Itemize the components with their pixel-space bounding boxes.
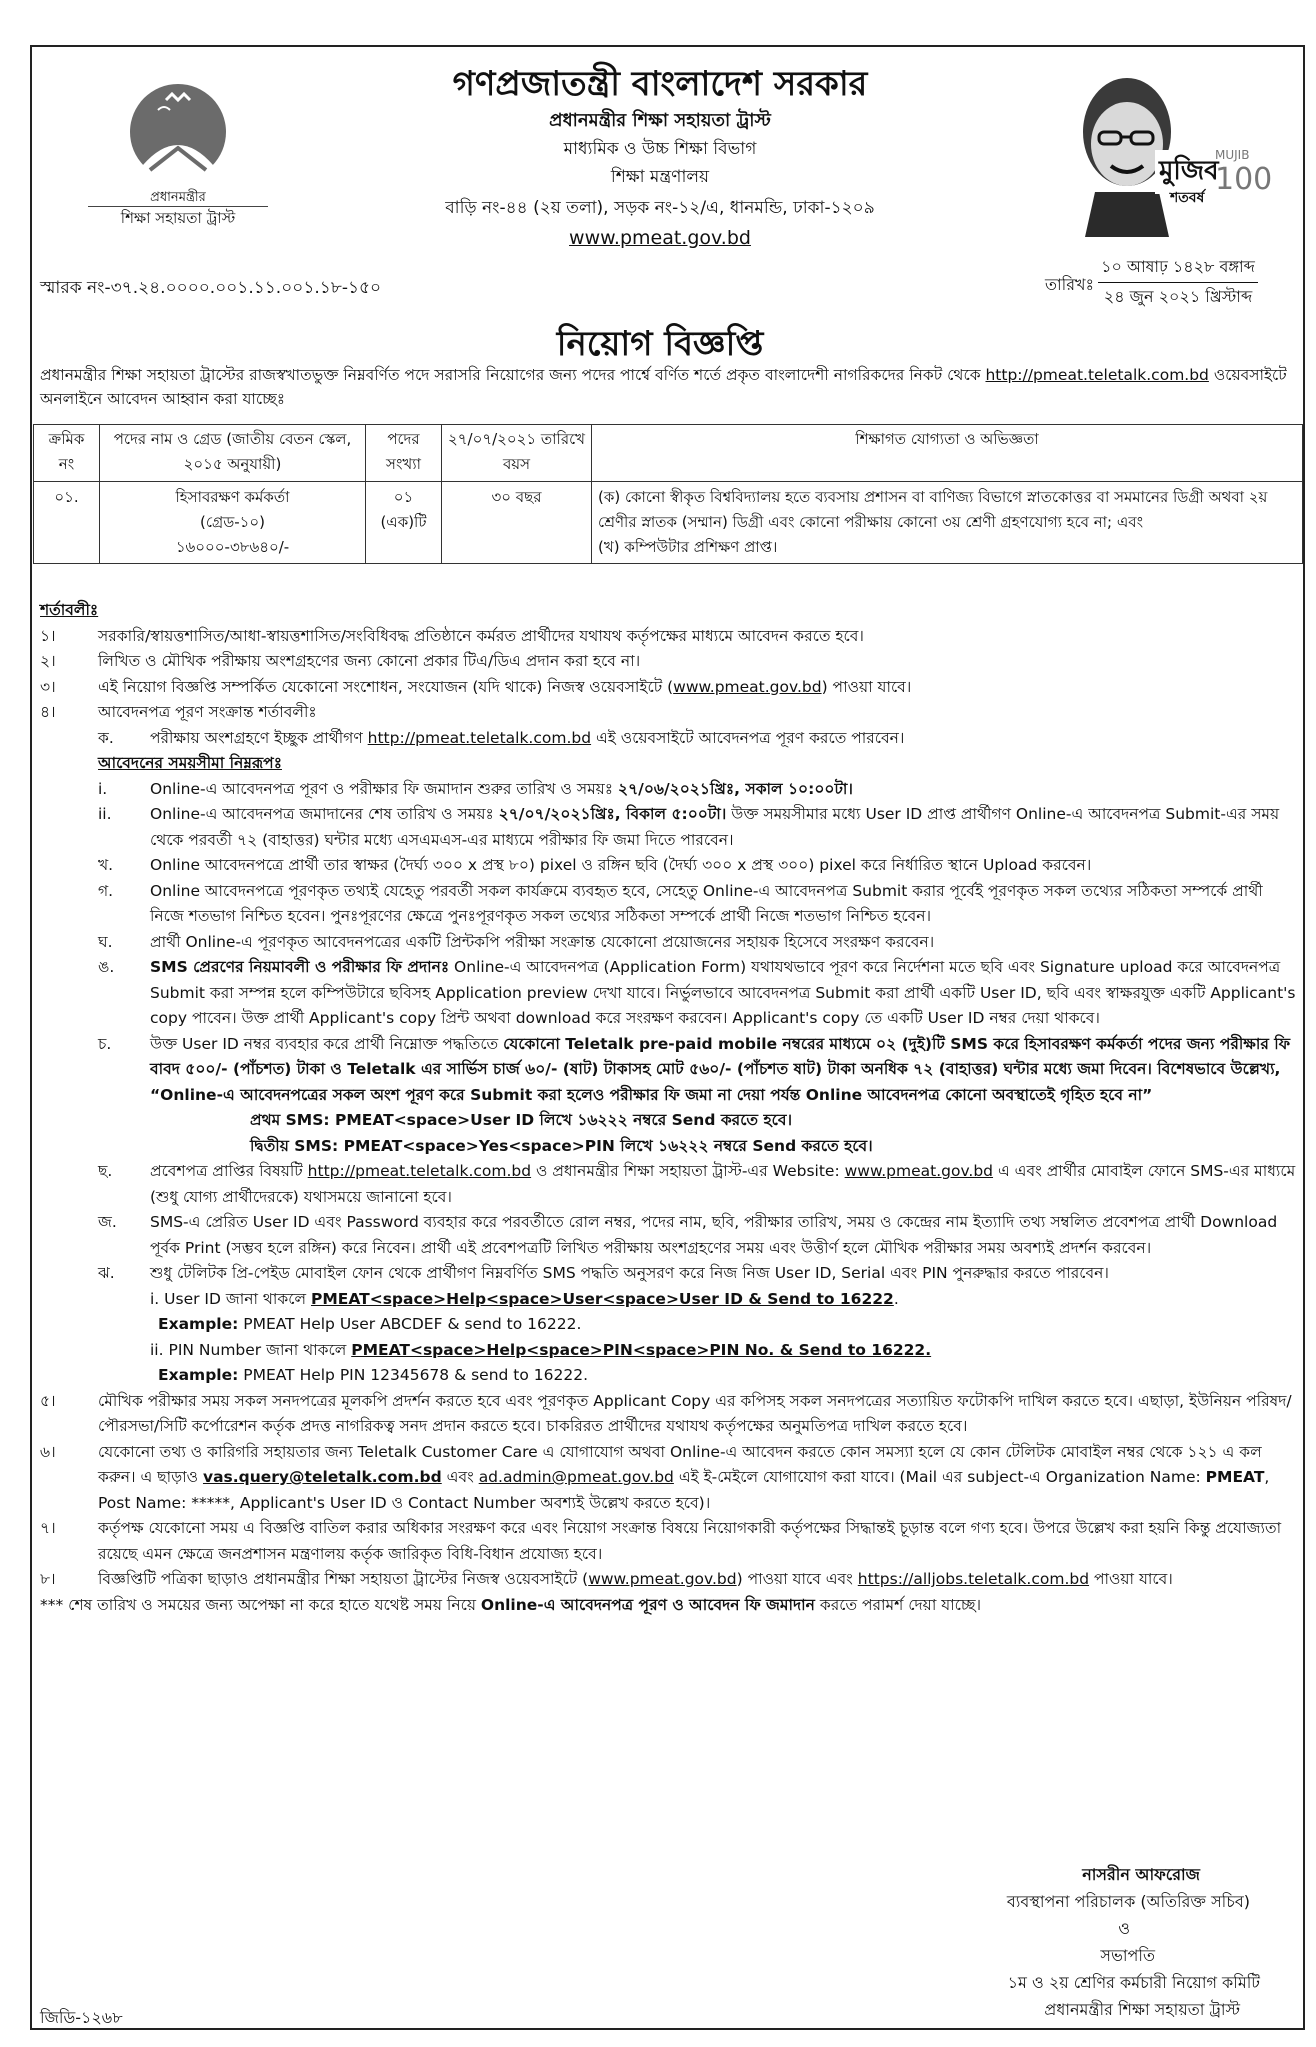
terms-heading: শর্তাবলীঃ [40,601,99,619]
term-4-cha [98,1032,1298,1109]
nga-text-b: Online-এ আবেদনপত্র (Application Form) যথাযথভাবে পূরণ করে নির্দেশনা মতে ছবি এবং Signature upload করে আবেদনপত্র Submit করা সম্পন্ন হলে কম্পিউটারে ছবিসহ Application preview দেখা যাবে। নির্ভুলভাবে আবেদনপত্র Submit করা প্রার্থী একটি User ID, ছবি এবং স্বাক্ষরযুক্ত একটি Applicant's copy পাবেন। উক্ত প্রার্থী Applicant's copy প্রিন্ট অথবা download করে সংরক্ষণ করবেন। Applicant's copy তে একটি User ID নম্বর দেয়া থাকবে। [150,958,1296,1027]
count-number: ০১ [393,488,414,506]
qualification-b: (খ) কম্পিউটার প্রশিক্ষণ প্রাপ্ত। [598,538,778,556]
sub-number: চ. [98,1034,112,1053]
t6-text-c: এই ই-মেইলে যোগাযোগ করা যাবে। (Mail এর subject-এ Organization Name: [673,1468,1206,1486]
sub-number: ছ. [98,1162,113,1180]
intro-paragraph [40,363,1296,411]
example-text: PMEAT Help PIN 12345678 & send to 16222. [238,1366,589,1384]
mujib-logo [1055,62,1275,237]
signature-block [840,1862,1270,2024]
chha-link-2[interactable]: www.pmeat.gov.bd [844,1162,994,1180]
nga-text-a: SMS প্রেরণের নিয়মাবলী ও পরীক্ষার ফি প্রদানঃ [150,958,450,976]
table-header-row [34,425,1303,482]
term-1 [40,624,1298,650]
signatory-title-2: সভাপতি [1100,1946,1155,1965]
ka-text-b: এই ওয়েবসাইটে আবেদনপত্র পূরণ করতে পারবেন। [591,728,905,747]
sub-number: ক. [98,728,114,747]
signatory-and: ও [1118,1919,1130,1938]
t6-text-a: যেকোনো তথ্য ও কারিগরি সহায়তার জন্য Teletalk Customer Care এ যোগাযোগ অথবা Online-এ আবেদন করতে কোন সমস্যা হলে যে কোন টেলিটক মোবাইল নম্বর থেকে ১২১ এ কল করুন। এ ছাড়াও [98,1442,1262,1486]
term-4-ga [98,879,1298,930]
example-label: Example: [158,1366,239,1384]
government-title: গণপ্রজাতন্ত্রী বাংলাদেশ সরকার [452,64,868,104]
sub-text [150,955,1298,1032]
t8-text-c: পাওয়া যাবে। [1089,1570,1173,1588]
signatory-title-4: প্রধানমন্ত্রীর শিক্ষা সহায়তা ট্রাস্ট [1044,2000,1240,2019]
logo-caption-1: প্রধানমন্ত্রীর [150,190,206,205]
cell-serial: ০১. [34,482,100,564]
col-count: পদের সংখ্যা [366,425,442,482]
jha-ii-text-a: ii. PIN Number জানা থাকলে [150,1340,352,1359]
sub-text [150,726,1298,752]
mujib-text: মুজিব [1155,150,1223,194]
post-scale: ১৬০০০-৩৮৬৪০/- [175,538,290,556]
sub-text: শুধু টেলিটক প্রি-পেইড মোবাইল ফোন থেকে প্রার্থীগণ নিম্নবর্ণিত SMS পদ্ধতি অনুসরণ করে নিজ নিজ User ID, Serial এবং PIN পুনরুদ্ধার করতে পারবেন। [150,1264,1109,1282]
signatory-name: নাসরীন আফরোজ [1082,1865,1200,1884]
posts-table [33,424,1303,564]
website-link[interactable]: www.pmeat.gov.bd [569,227,751,249]
intro-link[interactable]: http://pmeat.teletalk.com.bd [985,366,1209,384]
term-text [98,1567,1298,1593]
cell-qualification [592,482,1303,564]
sub-number: ঝ. [98,1264,115,1282]
term-4-jha [98,1261,1298,1287]
sub-number: ঙ. [98,958,115,976]
intro-text-2: ওয়েবসাইটে অনলাইনে আবেদন আহ্বান করা যাচ্ছেঃ [40,366,1287,408]
chha-text-c: এ এবং প্রার্থীর মোবাইল ফোনে SMS-এর মাধ্যমে (শুধু যোগ্য প্রার্থীদেরকে) যথাসময়ে জানানো হবে। [150,1162,1296,1206]
col-post: পদের নাম ও গ্রেড (জাতীয় বেতন স্কেল, ২০১৫ অনুযায়ী) [100,425,366,482]
intro-text: প্রধানমন্ত্রীর শিক্ষা সহায়তা ট্রাস্টের রাজস্বখাতভুক্ত নিম্নবর্ণিত পদে সরাসরি নিয়োগের জন্য পদের পার্শ্বে বর্ণিত শর্তে প্রকৃত বাংলাদেশী নাগরিকদের নিকট থেকে [40,366,981,384]
signatory-title-1: ব্যবস্থাপনা পরিচালক (অতিরিক্ত সচিব) [1006,1892,1250,1911]
term-number: ৮। [40,1570,56,1588]
cell-post [100,482,366,564]
term-5 [40,1389,1298,1440]
term-4-ka [98,726,1298,752]
email-link-1[interactable]: vas.query@teletalk.com.bd [202,1468,442,1486]
deadline-i [98,777,1298,803]
col-age: ২৭/০৭/২০২১ তারিখে বয়স [442,425,592,482]
term-text [98,1440,1298,1517]
mujib-100: 100 [1215,162,1273,197]
example-1 [158,1312,1298,1338]
i-text-b: ২৭/০৬/২০২১খ্রিঃ, সকাল ১০:০০টা। [618,779,853,798]
term-4-kha [98,853,1298,879]
qualification-a: (ক) কোনো স্বীকৃত বিশ্ববিদ্যালয় হতে ব্যবসায় প্রশাসন বা বাণিজ্য বিভাগে স্নাতকোত্তর বা সমমানের ডিগ্রী অথবা ২য় শ্রেণীর স্নাতক (সম্মান) ডিগ্রী এবং কোনো পরীক্ষায় কোনো ৩য় শ্রেণী গ্রহণযোগ্য হবে না; এবং [598,488,1268,531]
sms-first: প্রথম SMS: PMEAT<space>User ID লিখে ১৬২২২ নম্বরে Send করতে হবে। [250,1111,792,1129]
term-text [98,675,1298,701]
term-8 [40,1567,1298,1593]
t6-text-b: এবং [441,1468,479,1486]
advice-note [40,1593,1298,1619]
cell-age: ৩০ বছর [442,482,592,564]
term-4 [40,700,1298,726]
jha-i-command: PMEAT<space>Help<space>User<space>User ID & Send to 16222 [310,1289,894,1308]
sub-number: জ. [98,1213,117,1231]
note-text-b: Online-এ আবেদনপত্র পূরণ ও আবেদন ফি জমাদান [480,1595,815,1614]
date-bangla: ১০ আষাঢ় ১৪২৮ বঙ্গাব্দ [1098,253,1258,283]
i-text-a: Online-এ আবেদনপত্র পূরণ ও পরীক্ষার ফি জমাদান শুরুর তারিখ ও সময়ঃ [150,779,619,798]
logo-caption-2: শিক্ষা সহায়তা ট্রাস্ট [88,206,268,232]
memo-number: স্মারক নং-৩৭.২৪.০০০০.০০১.১১.০০১.১৮-১৫০ [40,278,382,298]
term-3-text-b: ) পাওয়া যাবে। [821,677,912,696]
example-text: PMEAT Help User ABCDEF & send to 16222. [238,1315,582,1333]
post-grade: (গ্রেড-১০) [200,513,265,531]
note-text-c: করতে পরামর্শ দেয়া যাচ্ছে। [814,1595,982,1614]
ka-text-a: পরীক্ষায় অংশগ্রহণে ইচ্ছুক প্রার্থীগণ [150,728,368,747]
term-3-link[interactable]: www.pmeat.gov.bd [673,677,822,696]
date-box [1098,253,1258,312]
deadline-ii [98,802,1298,853]
post-name: হিসাবরক্ষণ কর্মকর্তা [175,488,290,506]
gd-number: জিডি-১২৬৮ [40,2008,123,2027]
ii-text-b: ২৭/০৭/২০২১খ্রিঃ, বিকাল ৫:০০টা। [498,805,727,823]
cha-text-b: যেকোনো Teletalk pre-paid mobile নম্বরের মাধ্যমে ০২ (দুই)টি SMS করে হিসাবরক্ষণ কর্মকর্তা পদের জন্য পরীক্ষার ফি বাবদ ৫০০/- (পাঁচশত) টাকা ও Teletalk এর সার্ভিস চার্জ ৬০/- (ষাট) টাকাসহ মোট ৫৬০/- (পাঁচশত ষাট) টাকা অনধিক ৭২ (বাহাত্তর) ঘন্টার মধ্যে জমা দিবেন। বিশেষভাবে উল্লেখ্য, “Online-এ আবেদনপত্রের সকল অংশ পূরণ করে Submit করা হলেও পরীক্ষার ফি জমা না দেয়া পর্যন্ত Online আবেদনপত্র কোনো অবস্থাতেই গৃহিত হবে না” [150,1034,1291,1104]
date-label: তারিখঃ [1045,275,1095,294]
notice-title: নিয়োগ বিজ্ঞপ্তি [556,324,764,364]
ii-text-c: উক্ত সময়সীমার মধ্যে User ID প্রাপ্ত প্রার্থীগণ Online-এ আবেদনপত্র Submit-এর সময় থেকে পরবর্তী ৭২ (বাহাত্তর) ঘন্টার মধ্যে এসএমএস-এর মাধ্যমে পরীক্ষার ফি জমা দিতে পারবেন। [150,805,1280,849]
jha-i-text-c: . [893,1289,899,1308]
term-4-gha [98,930,1298,956]
cell-count [366,482,442,564]
t8-text-a: বিজ্ঞপ্তিটি পত্রিকা ছাড়াও প্রধানমন্ত্রীর শিক্ষা সহায়তা ট্রাস্টের নিজস্ব ওয়েবসাইটে ( [98,1570,589,1588]
term-number: ২। [40,652,56,670]
term-7 [40,1516,1298,1567]
sub-text [150,1032,1298,1109]
sub-number: গ. [98,881,114,900]
sub-number: ঘ. [98,932,113,951]
term-4-chha [98,1159,1298,1210]
example-label: Example: [158,1315,239,1333]
sub-text: Online আবেদনপত্রে প্রার্থী তার স্বাক্ষর (দৈর্ঘ্য ৩০০ x প্রস্থ ৮০) pixel ও রঙ্গিন ছবি (দৈর্ঘ্য ৩০০ x প্রস্থ ৩০০) pixel করে নির্ধারিত স্থানে Upload করবেন। [150,856,1092,874]
t8-link-1[interactable]: www.pmeat.gov.bd [588,1570,737,1588]
deadline-heading: আবেদনের সময়সীমা নিম্নরূপঃ [98,754,282,772]
chha-link-1[interactable]: http://pmeat.teletalk.com.bd [307,1162,532,1180]
jha-userid [150,1287,1298,1313]
note-text-a: *** শেষ তারিখ ও সময়ের জন্য অপেক্ষা না করে হাতে যথেষ্ট সময় নিয়ে [40,1595,481,1614]
col-serial: ক্রমিক নং [34,425,100,482]
jha-ii-command: PMEAT<space>Help<space>PIN<space>PIN No. & Send to 16222. [351,1340,932,1359]
sub-text [150,802,1298,853]
signatory-title-3: ১ম ও ২য় শ্রেণির কর্মচারী নিয়োগ কমিটি [1007,1973,1260,1992]
example-2 [158,1363,1298,1389]
t6-text-e: , Post Name: *****, Applicant's User ID ও Contact Number অবশ্যই উল্লেখ করতে হবে)। [98,1468,1270,1512]
sub-text [150,1159,1298,1210]
sub-text [150,777,1298,803]
chha-text-a: প্রবেশপত্র প্রাপ্তির বিষয়টি [150,1162,308,1180]
sub-text: SMS-এ প্রেরিত User ID এবং Password ব্যবহার করে পরবর্তীতে রোল নম্বর, পদের নাম, ছবি, পরীক্ষার তারিখ, সময় ও কেন্দ্রের নাম ইত্যাদি তথ্য সম্বলিত প্রবেশপত্র প্রার্থী Download পূর্বক Print (সম্ভব হলে রঙ্গিন) করে নিবেন। প্রার্থী এই প্রবেশপত্রটি লিখিত পরীক্ষায় অংশগ্রহণের সময় এবং উত্তীর্ণ হলে মৌখিক পরীক্ষার সময় অবশ্যই প্রদর্শন করবেন। [150,1213,1278,1257]
trust-logo [88,70,268,240]
cha-text-a: উক্ত User ID নম্বর ব্যবহার করে প্রার্থী নিম্নোক্ত পদ্ধতিতে [150,1034,504,1053]
term-number: ৬। [40,1442,56,1461]
sub-text: Online আবেদনপত্রে পূরণকৃত তথ্যই যেহেতু পরবর্তী সকল কার্যক্রমে ব্যবহৃত হবে, সেহেতু Online-এ আবেদনপত্র Submit করার পূর্বেই পূরণকৃত সকল তথ্যের সঠিকতা সম্পর্কে প্রার্থী নিজে শতভাগ নিশ্চিত হবেন। পুনঃপূরণের ক্ষেত্রে পুনঃপূরণকৃত সকল তথ্যের সঠিকতা সম্পর্কে প্রার্থী নিজে শতভাগ নিশ্চিত হবেন। [150,881,1263,925]
table-row [34,482,1303,564]
term-text: কর্তৃপক্ষ যেকোনো সময় এ বিজ্ঞপ্তি বাতিল করার অধিকার সংরক্ষণ করে এবং নিয়োগ সংক্রান্ত বিষয়ে নিয়োগকারী কর্তৃপক্ষের সিদ্ধান্তই চূড়ান্ত বলে গণ্য হবে। উপরে উল্লেখ করা হয়নি কিন্তু প্রযোজ্যতা রয়েছে এমন ক্ষেত্রে জনপ্রশাসন মন্ত্রণালয় কর্তৃক জারিকৃত বিধি-বিধান প্রযোজ্য হবে। [98,1519,1282,1563]
chha-text-b: ও প্রধানমন্ত্রীর শিক্ষা সহায়তা ট্রাস্ট-এর Website: [531,1162,845,1180]
terms-section [40,598,1298,1618]
division-name: মাধ্যমিক ও উচ্চ শিক্ষা বিভাগ [563,139,757,159]
ka-link[interactable]: http://pmeat.teletalk.com.bd [367,728,592,747]
term-6 [40,1440,1298,1517]
count-words: (এক)টি [380,513,427,531]
col-qualification: শিক্ষাগত যোগ্যতা ও অভিজ্ঞতা [592,425,1303,482]
term-4-nga [98,955,1298,1032]
t6-text-d: PMEAT [1205,1468,1265,1486]
mujib-en-text: MUJIB [1215,148,1250,162]
term-text: সরকারি/স্বায়ত্তশাসিত/আধা-স্বায়ত্তশাসিত/সংবিধিবদ্ধ প্রতিষ্ঠানে কর্মরত প্রার্থীদের যথাযথ কর্তৃপক্ষের মাধ্যমে আবেদন করতে হবে। [98,626,864,645]
jha-i-text-a: i. User ID জানা থাকলে [150,1289,311,1308]
t8-text-b: ) পাওয়া যাবে এবং [736,1570,858,1588]
term-2 [40,649,1298,675]
term-3 [40,675,1298,701]
jha-pin [150,1338,1298,1364]
term-number: ৪। [40,703,56,721]
term-number: ৫। [40,1391,56,1410]
term-number: ৭। [40,1519,56,1537]
sub-number: ii. [98,805,112,823]
term-number: ৩। [40,677,56,696]
email-link-2[interactable]: ad.admin@pmeat.gov.bd [478,1468,674,1486]
term-3-text-a: এই নিয়োগ বিজ্ঞপ্তি সম্পর্কিত যেকোনো সংশোধন, সংযোজন (যদি থাকে) নিজস্ব ওয়েবসাইটে ( [98,677,674,696]
ministry-name: শিক্ষা মন্ত্রণালয় [610,167,710,187]
term-text: মৌখিক পরীক্ষার সময় সকল সনদপত্রের মূলকপি প্রদর্শন করতে হবে এবং পূরণকৃত Applicant Copy এর কপিসহ সকল সনদপত্রের সত্যায়িত ফটোকপি দাখিল করতে হবে। এছাড়া, ইউনিয়ন পরিষদ/পৌরসভা/সিটি কর্পোরেশন কর্তৃক প্রদত্ত নাগরিকত্ব সনদ প্রদান করতে হবে। চাকরিরত প্রার্থীদের যথাযথ কর্তৃপক্ষের অনুমতিপত্র দাখিল করতে হবে। [98,1391,1292,1435]
term-text: আবেদনপত্র পূরণ সংক্রান্ত শর্তাবলীঃ [98,703,317,721]
sub-number: i. [98,779,108,798]
sub-text: প্রার্থী Online-এ পূরণকৃত আবেদনপত্রের একটি প্রিন্টকপি পরীক্ষা সংক্রান্ত যেকোনো প্রয়োজনের সহায়ক হিসেবে সংরক্ষণ করবেন। [150,932,935,951]
trust-name: প্রধানমন্ত্রীর শিক্ষা সহায়তা ট্রাস্ট [549,110,771,131]
term-4-ja [98,1210,1298,1261]
term-text: লিখিত ও মৌখিক পরীক্ষায় অংশগ্রহণের জন্য কোনো প্রকার টিএ/ডিএ প্রদান করা হবে না। [98,652,641,670]
sms-second: দ্বিতীয় SMS: PMEAT<space>Yes<space>PIN লিখে ১৬২২২ নম্বরে Send করতে হবে। [250,1136,873,1155]
ii-text-a: Online-এ আবেদনপত্র জমাদানের শেষ তারিখ ও সময়ঃ [150,805,499,823]
mujib-shotoborsho: শতবর্ষ [1170,190,1205,206]
t8-link-2[interactable]: https://alljobs.teletalk.com.bd [857,1570,1090,1588]
term-number: ১। [40,626,56,645]
sub-number: খ. [98,856,114,874]
address: বাড়ি নং-৪৪ (২য় তলা), সড়ক নং-১২/এ, ধানমন্ডি, ঢাকা-১২০৯ [445,198,875,218]
date-english: ২৪ জুন ২০২১ খ্রিস্টাব্দ [1103,287,1253,306]
